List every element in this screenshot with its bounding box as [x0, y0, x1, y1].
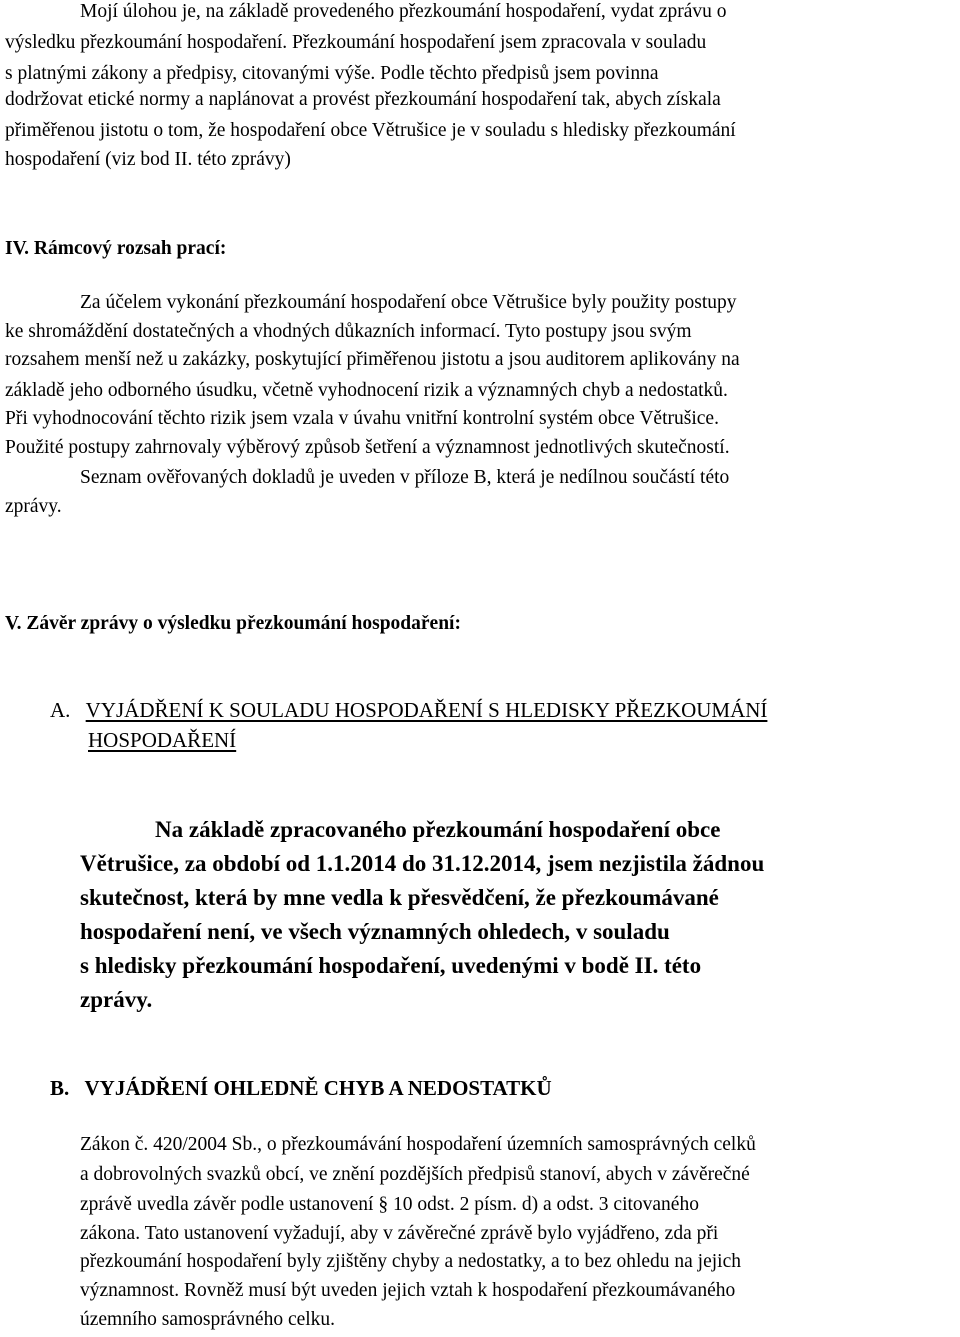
section-iv-title: Rámcový rozsah prací:: [33, 238, 227, 259]
part-b-heading: [50, 1075, 552, 1101]
section-v-heading: V. Závěr zprávy o výsledku přezkoumání hospodaření:: [5, 613, 461, 634]
part-b-line: zprávě uvedla závěr podle ustanovení § 10 odst. 2 písm. d) a odst. 3 citovaného: [80, 1194, 699, 1215]
section-iv-heading: [5, 237, 226, 261]
section-iv-line: základě jeho odborného úsudku, včetně vyhodnocení rizik a významných chyb a nedostatků.: [5, 380, 728, 401]
part-b-line: zákona. Tato ustanovení vyžadují, aby v závěrečné zprávě bylo vyjádřeno, zda při: [80, 1223, 719, 1244]
part-a-letter: A.: [50, 698, 71, 722]
intro-line: hospodaření (viz bod II. této zprávy): [5, 149, 291, 170]
statement-line: Větrušice, za období od 1.1.2014 do 31.12.2014, jsem nezjistila žádnou: [80, 851, 765, 876]
part-b-letter: B.: [50, 1076, 70, 1100]
intro-line: dodržovat etické normy a naplánovat a provést přezkoumání hospodaření tak, abych získala: [5, 89, 721, 110]
intro-line: Mojí úlohou je, na základě provedeného přezkoumání hospodaření, vydat zprávu o: [80, 1, 727, 22]
intro-line: s platnými zákony a předpisy, citovanými výše. Podle těchto předpisů jsem povinna: [5, 63, 659, 84]
part-b-line: významnost. Rovněž musí být uveden jejich vztah k hospodaření přezkoumávaného: [80, 1280, 736, 1301]
part-b-heading-text: VYJÁDŘENÍ OHLEDNĚ CHYB A NEDOSTATKŮ: [84, 1076, 552, 1100]
part-a-heading-line1: VYJÁDŘENÍ K SOULADU HOSPODAŘENÍ S HLEDISKY PŘEZKOUMÁNÍ: [85, 698, 768, 722]
section-iv-line: zprávy.: [5, 496, 62, 517]
statement-line: Na základě zpracovaného přezkoumání hospodaření obce: [155, 817, 721, 842]
part-b-line: územního samosprávného celku.: [80, 1309, 336, 1330]
part-b-line: přezkoumání hospodaření byly zjištěny chyby a nedostatky, a to bez ohledu na jejich: [80, 1251, 742, 1272]
statement-line: s hledisky přezkoumání hospodaření, uvedenými v bodě II. této: [80, 953, 702, 978]
part-b-line: a dobrovolných svazků obcí, ve znění pozdějších předpisů stanoví, abych v závěrečné: [80, 1164, 750, 1185]
section-iv-number: IV.: [5, 238, 30, 259]
statement-line: hospodaření není, ve všech významných ohledech, v souladu: [80, 919, 670, 944]
statement-line: zprávy.: [80, 987, 153, 1012]
section-iv-line: Za účelem vykonání přezkoumání hospodaření obce Větrušice byly použity postupy: [80, 292, 737, 313]
part-a-heading-line2: HOSPODAŘENÍ: [88, 728, 237, 752]
section-iv-line: Použité postupy zahrnovaly výběrový způsob šetření a významnost jednotlivých skutečností.: [5, 437, 730, 458]
section-iv-line: Seznam ověřovaných dokladů je uveden v příloze B, která je nedílnou součástí této: [80, 467, 730, 488]
intro-line: výsledku přezkoumání hospodaření. Přezkoumání hospodaření jsem zpracovala v souladu: [5, 32, 707, 53]
section-iv-line: ke shromáždění dostatečných a vhodných důkazních informací. Tyto postupy jsou svým: [5, 321, 692, 342]
intro-line: přiměřenou jistotu o tom, že hospodaření obce Větrušice je v souladu s hledisky přezkoumání: [5, 120, 736, 141]
part-b-line: Zákon č. 420/2004 Sb., o přezkoumávání hospodaření územních samosprávných celků: [80, 1134, 756, 1155]
statement-line: skutečnost, která by mne vedla k přesvědčení, že přezkoumávané: [80, 885, 719, 910]
part-a-heading: [50, 697, 767, 723]
section-iv-line: rozsahem menší než u zakázky, poskytující přiměřenou jistotu a jsou auditorem aplikovány na: [5, 349, 740, 370]
section-iv-line: Při vyhodnocování těchto rizik jsem vzala v úvahu vnitřní kontrolní systém obce Větrušice.: [5, 408, 719, 429]
